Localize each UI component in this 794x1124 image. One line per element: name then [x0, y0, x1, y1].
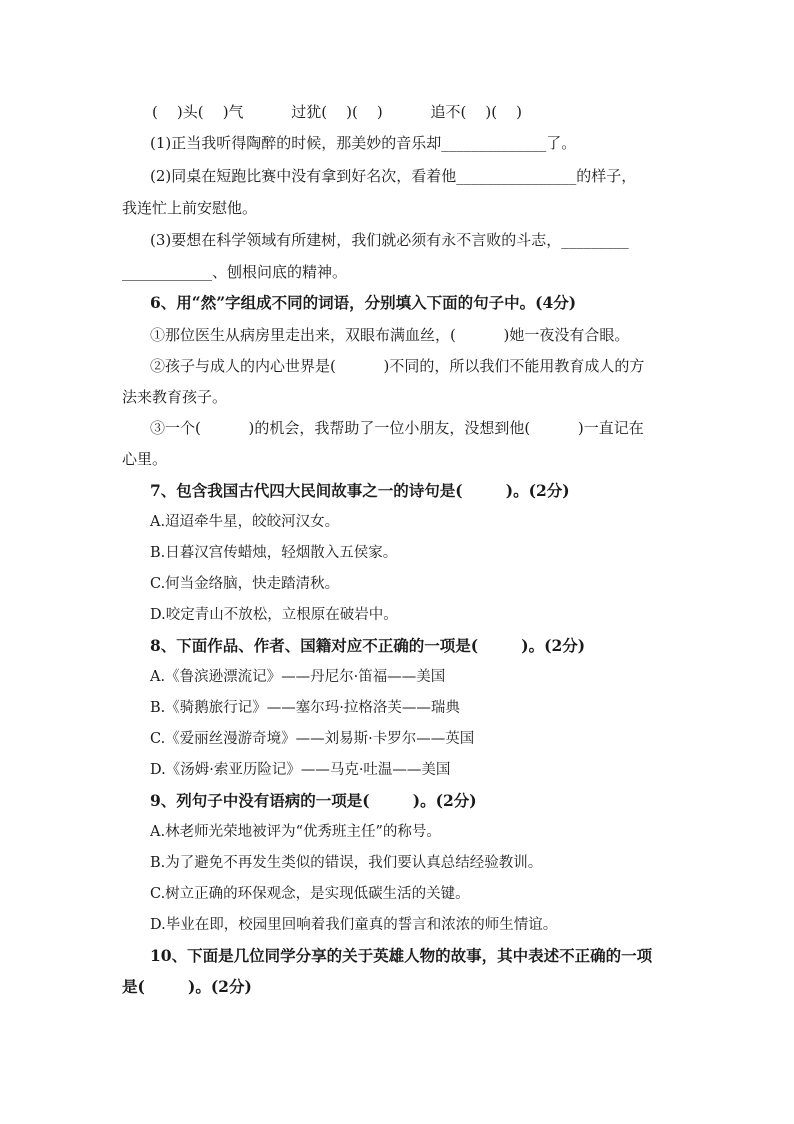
idiom-blanks-row: ( )头( )气 过犹( )( ) 追不( )( ): [152, 103, 523, 121]
q9-option-b: B.为了避免不再发生类似的错误，我们要认真总结经验教训。: [150, 855, 543, 871]
q8-option-c: C.《爱丽丝漫游奇境》——刘易斯·卡罗尔——英国: [150, 731, 475, 747]
sentence-3: (3)要想在科学领域有所建树，我们就必须有永不言败的斗志，_________: [150, 231, 629, 249]
sentence-1: (1)正当我听得陶醉的时候，那美妙的音乐却______________了。: [150, 134, 577, 152]
q6-item-2: ②孩子与成人的内心世界是( )不同的，所以我们不能用教育成人的方: [150, 357, 645, 375]
sentence-2: (2)同桌在短跑比赛中没有拿到好名次，看着他________________的样子，: [150, 167, 637, 185]
sentence-2-cont: 我连忙上前安慰他。: [122, 199, 258, 217]
q7-option-a: A.迢迢牵牛星，皎皎河汉女。: [150, 514, 340, 530]
q7-option-d: D.咬定青山不放松，立根原在破岩中。: [150, 607, 398, 623]
q6-item-1: ①那位医生从病房里走出来，双眼布满血丝，( )她一夜没有合眼。: [150, 326, 630, 344]
q8-option-d: D.《汤姆·索亚历险记》——马克·吐温——美国: [150, 762, 451, 778]
question-7: 7、包含我国古代四大民间故事之一的诗句是( )。(2分): [150, 481, 570, 500]
question-8: 8、下面作品、作者、国籍对应不正确的一项是( )。(2分): [150, 636, 586, 655]
question-10-cont: 是( )。(2分): [122, 977, 252, 996]
question-9: 9、列句子中没有语病的一项是( )。(2分): [150, 791, 477, 810]
q6-item-3-cont: 心里。: [122, 450, 168, 468]
q9-option-d: D.毕业在即，校园里回响着我们童真的誓言和浓浓的师生情谊。: [150, 917, 558, 933]
q8-option-a: A.《鲁滨逊漂流记》——丹尼尔·笛福——美国: [150, 669, 446, 685]
q6-item-2-cont: 法来教育孩子。: [122, 388, 228, 406]
q9-option-a: A.林老师光荣地被评为“优秀班主任”的称号。: [150, 824, 441, 840]
sentence-3-cont: ____________、刨根问底的精神。: [122, 263, 348, 281]
q7-option-c: C.何当金络脑，快走踏清秋。: [150, 576, 340, 592]
q6-item-3: ③一个( )的机会，我帮助了一位小朋友，没想到他( )一直记在: [150, 419, 644, 437]
question-10: 10、下面是几位同学分享的关于英雄人物的故事，其中表述不正确的一项: [150, 946, 653, 965]
question-6: 6、用“然”字组成不同的词语，分别填入下面的句子中。(4分): [150, 293, 577, 312]
q7-option-b: B.日暮汉宫传蜡烛，轻烟散入五侯家。: [150, 545, 398, 561]
q9-option-c: C.树立正确的环保观念，是实现低碳生活的关键。: [150, 886, 470, 902]
q8-option-b: B.《骑鹅旅行记》——塞尔玛·拉格洛芙——瑞典: [150, 700, 460, 716]
